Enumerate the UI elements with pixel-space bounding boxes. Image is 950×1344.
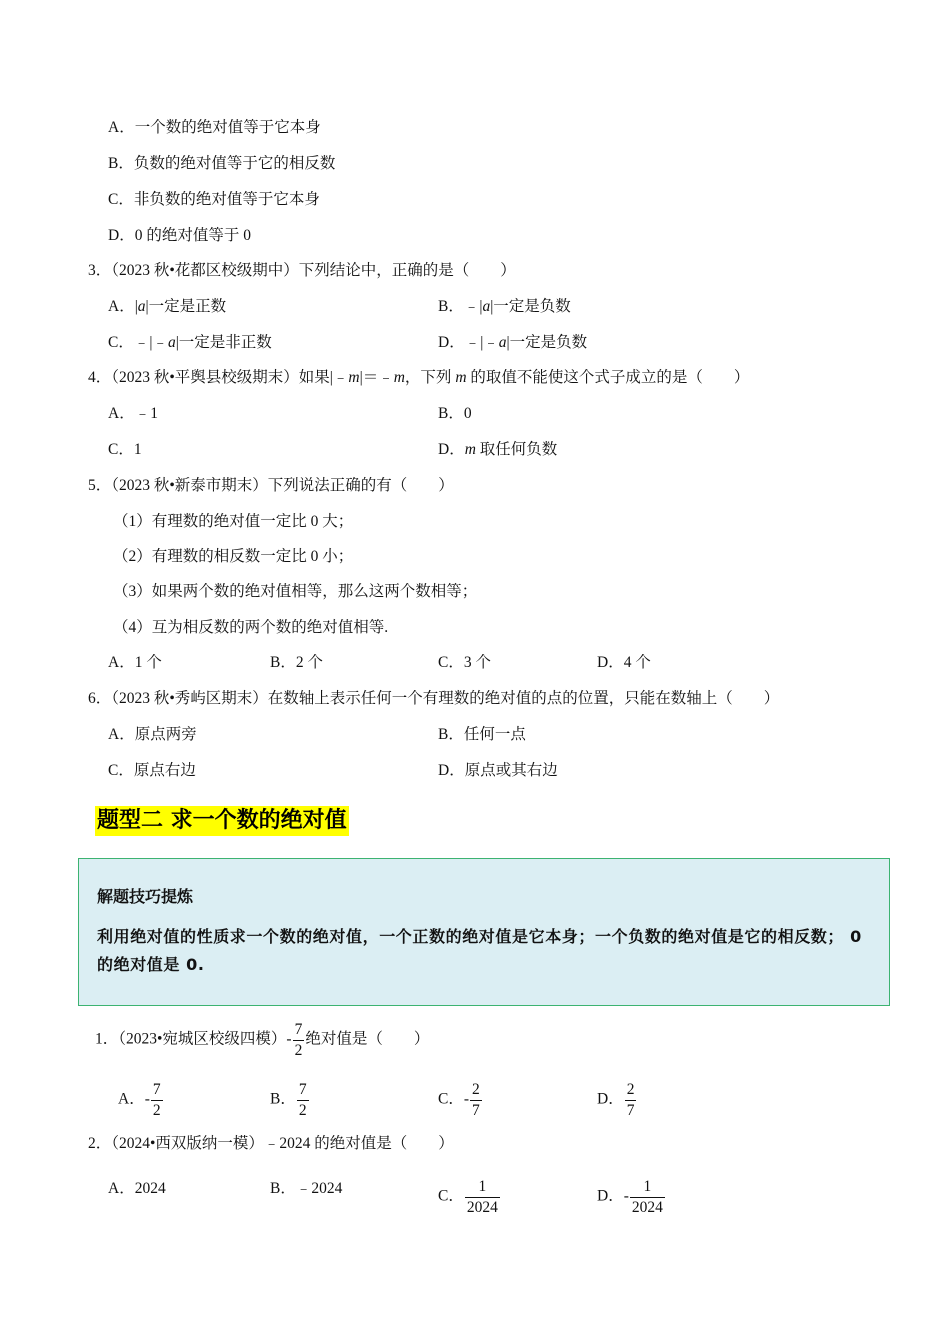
q2-option-d: D．0 的绝对值等于 0 (108, 227, 251, 244)
p2-stem: 2．（2024•西双版纳一模）﹣2024 的绝对值是（ ） (88, 1135, 454, 1152)
q3-stem: 3．（2023 秋•花都区校级期中）下列结论中，正确的是（ ） (88, 262, 516, 279)
q3-option-d: D．﹣|﹣a|一定是负数 (438, 334, 588, 351)
q5-option-a: A．1 个 (108, 654, 162, 671)
p1-option-c: C．- $\frac{2}{7}$ (438, 1081, 480, 1119)
q2-option-c: C．非负数的绝对值等于它本身 (108, 191, 320, 208)
q6-option-b: B．任何一点 (438, 726, 526, 743)
q4-option-b: B．0 (438, 405, 472, 422)
q5-option-d: D．4 个 (597, 654, 651, 671)
q4-stem: 4．（2023 秋•平舆县校级期末）如果|﹣m|＝﹣m，下列 m 的取值不能使这个式子成立的是（ ） (88, 369, 750, 386)
tip-box (78, 858, 890, 1006)
p1-option-d: D． $\frac{2}{7}$ (597, 1081, 635, 1119)
p2-option-c: C． $\frac{1}{2024}$ (438, 1178, 498, 1216)
tip-body: 利用绝对值的性质求一个数的绝对值，一个正数的绝对值是它本身；一个负数的绝对值是它的相反数； 0 的绝对值是 0. (97, 927, 862, 974)
p1-stem: 1．（2023•宛城区校级四模）- $\frac{7}{2}$ 绝对值是（ ） (95, 1021, 430, 1059)
fraction: $\frac{2}{7}$ (472, 1081, 480, 1119)
p2-option-a: A．2024 (108, 1180, 166, 1197)
q6-option-a: A．原点两旁 (108, 726, 197, 743)
q5-statement-2: （2）有理数的相反数一定比 0 小； (113, 548, 354, 565)
p1-option-b: B． $\frac{7}{2}$ (270, 1081, 307, 1119)
q6-option-c: C．原点右边 (108, 762, 196, 779)
q5-option-b: B．2 个 (270, 654, 323, 671)
p2-option-d: D．- $\frac{1}{2024}$ (597, 1178, 663, 1216)
q3-option-a: A．|a|一定是正数 (108, 298, 227, 315)
fraction: $\frac{1}{2024}$ (466, 1178, 498, 1216)
fraction: $\frac{2}{7}$ (626, 1081, 635, 1119)
fraction: $\frac{1}{2024}$ (631, 1178, 663, 1216)
q5-option-c: C．3 个 (438, 654, 491, 671)
q5-statement-1: （1）有理数的绝对值一定比 0 大； (113, 513, 354, 530)
fraction: $\frac{7}{2}$ (294, 1021, 303, 1059)
p1-option-a: A．- $\frac{7}{2}$ (118, 1081, 161, 1119)
q4-option-d: D．m 取任何负数 (438, 441, 558, 458)
q6-option-d: D．原点或其右边 (438, 762, 558, 779)
fraction: $\frac{7}{2}$ (152, 1081, 161, 1119)
q2-option-b: B．负数的绝对值等于它的相反数 (108, 155, 336, 172)
tip-title: 解题技巧提炼 (97, 887, 194, 906)
q4-option-c: C．1 (108, 441, 142, 458)
q3-option-c: C．﹣|﹣a|一定是非正数 (108, 334, 272, 351)
section-heading: 题型二 求一个数的绝对值 (95, 806, 349, 836)
q5-statement-3: （3）如果两个数的绝对值相等，那么这两个数相等； (113, 583, 478, 600)
q6-stem: 6．（2023 秋•秀屿区期末）在数轴上表示任何一个有理数的绝对值的点的位置，只能在数轴上（ ） (88, 690, 780, 707)
q5-stem: 5．（2023 秋•新泰市期末）下列说法正确的有（ ） (88, 477, 454, 494)
q3-option-b: B．﹣|a|一定是负数 (438, 298, 571, 315)
fraction: $\frac{7}{2}$ (298, 1081, 307, 1119)
q4-option-a: A．﹣1 (108, 405, 158, 422)
q5-statement-4: （4）互为相反数的两个数的绝对值相等. (113, 619, 389, 636)
q2-option-a: A．一个数的绝对值等于它本身 (108, 119, 321, 136)
p2-option-b: B．﹣2024 (270, 1180, 343, 1197)
